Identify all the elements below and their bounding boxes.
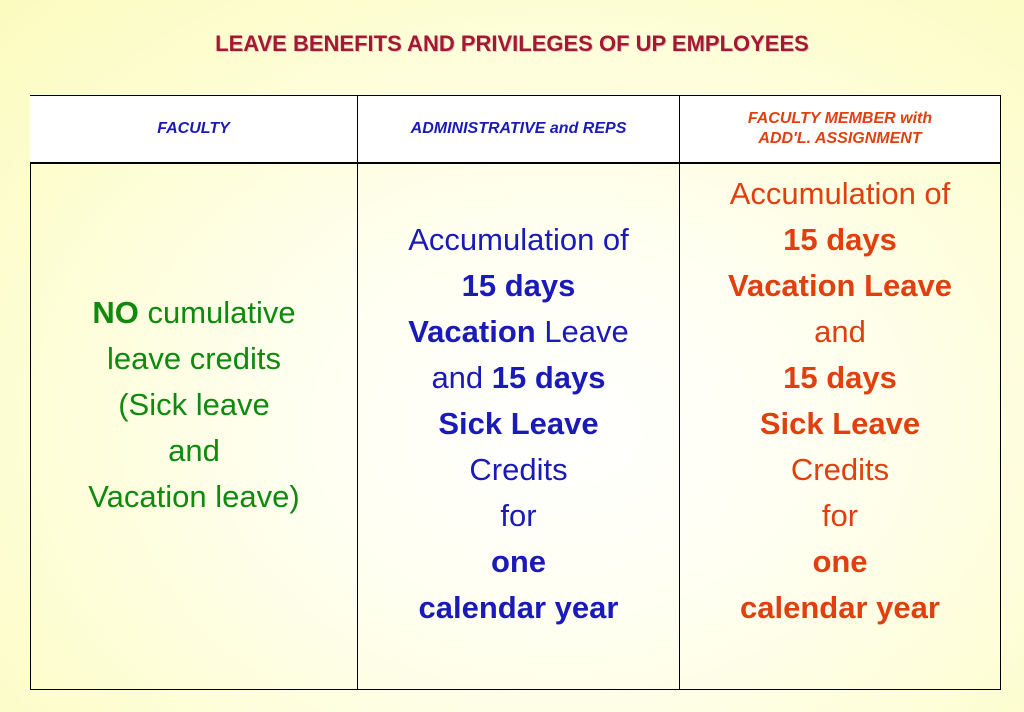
faculty-line-5: Vacation leave): [88, 479, 300, 514]
additional-line-3-text: Vacation Leave: [727, 268, 952, 303]
admin-line-5-text: Sick Leave: [438, 406, 599, 441]
additional-line-3: [728, 263, 952, 309]
additional-line-2: [783, 217, 897, 263]
admin-line-6: Credits: [469, 452, 568, 487]
additional-line-9-text: one: [812, 544, 868, 579]
additional-line-4: and: [814, 314, 866, 349]
header-faculty-additional-line1: FACULTY MEMBER with: [747, 110, 933, 127]
faculty-line-1: [92, 290, 295, 336]
page-title: LEAVE BENEFITS AND PRIVILEGES OF UP EMPLOYEES: [215, 31, 809, 56]
header-faculty-label: FACULTY: [157, 120, 230, 137]
table-right-border: [1000, 96, 1001, 690]
faculty-line-4: and: [168, 433, 220, 468]
admin-line-3: [408, 309, 629, 355]
header-faculty: [30, 96, 357, 162]
admin-line-4-pre: and: [431, 360, 492, 395]
admin-line-9: [419, 585, 619, 631]
additional-line-7: Credits: [790, 452, 890, 487]
faculty-line-3: (Sick leave: [118, 387, 270, 422]
header-administrative: [358, 96, 679, 162]
admin-line-8-text: one: [490, 544, 547, 579]
admin-line-3-bold: Vacation: [408, 314, 536, 349]
admin-line-7: for: [500, 498, 537, 533]
no-emphasis: NO: [92, 295, 139, 330]
additional-line-2-text: 15 days: [783, 222, 897, 257]
additional-line-6: [760, 401, 920, 447]
administrative-cell: [358, 217, 679, 631]
additional-line-5: [783, 355, 897, 401]
admin-line-8: [491, 539, 546, 585]
faculty-cell: [31, 290, 357, 520]
header-faculty-additional-line2: ADD'L. ASSIGNMENT: [758, 130, 922, 147]
admin-line-9-text: calendar year: [418, 590, 619, 625]
admin-line-4: [431, 355, 605, 401]
table-bottom-rule: [30, 689, 1001, 690]
header-divider: [30, 162, 1001, 164]
admin-line-2: [462, 263, 576, 309]
admin-line-5: [438, 401, 598, 447]
additional-line-1: Accumulation of: [729, 176, 951, 211]
faculty-line-2: leave credits: [106, 341, 282, 376]
additional-line-10: [740, 585, 940, 631]
admin-line-1: Accumulation of: [408, 222, 629, 257]
additional-line-9: [812, 539, 867, 585]
admin-line-3-rest: Leave: [535, 314, 629, 349]
header-administrative-label: ADMINISTRATIVE and REPS: [410, 120, 627, 137]
table-top-rule: [30, 95, 1001, 96]
additional-line-6-text: Sick Leave: [759, 406, 921, 441]
additional-line-5-text: 15 days: [783, 360, 897, 395]
admin-line-4-bold: 15 days: [491, 360, 606, 395]
faculty-additional-cell: [680, 171, 1000, 631]
additional-line-10-text: calendar year: [740, 590, 940, 625]
header-faculty-additional: [680, 96, 1000, 162]
additional-line-8: for: [821, 498, 859, 533]
admin-line-2-text: 15 days: [461, 268, 576, 303]
faculty-line-1-rest: cumulative: [138, 295, 296, 330]
